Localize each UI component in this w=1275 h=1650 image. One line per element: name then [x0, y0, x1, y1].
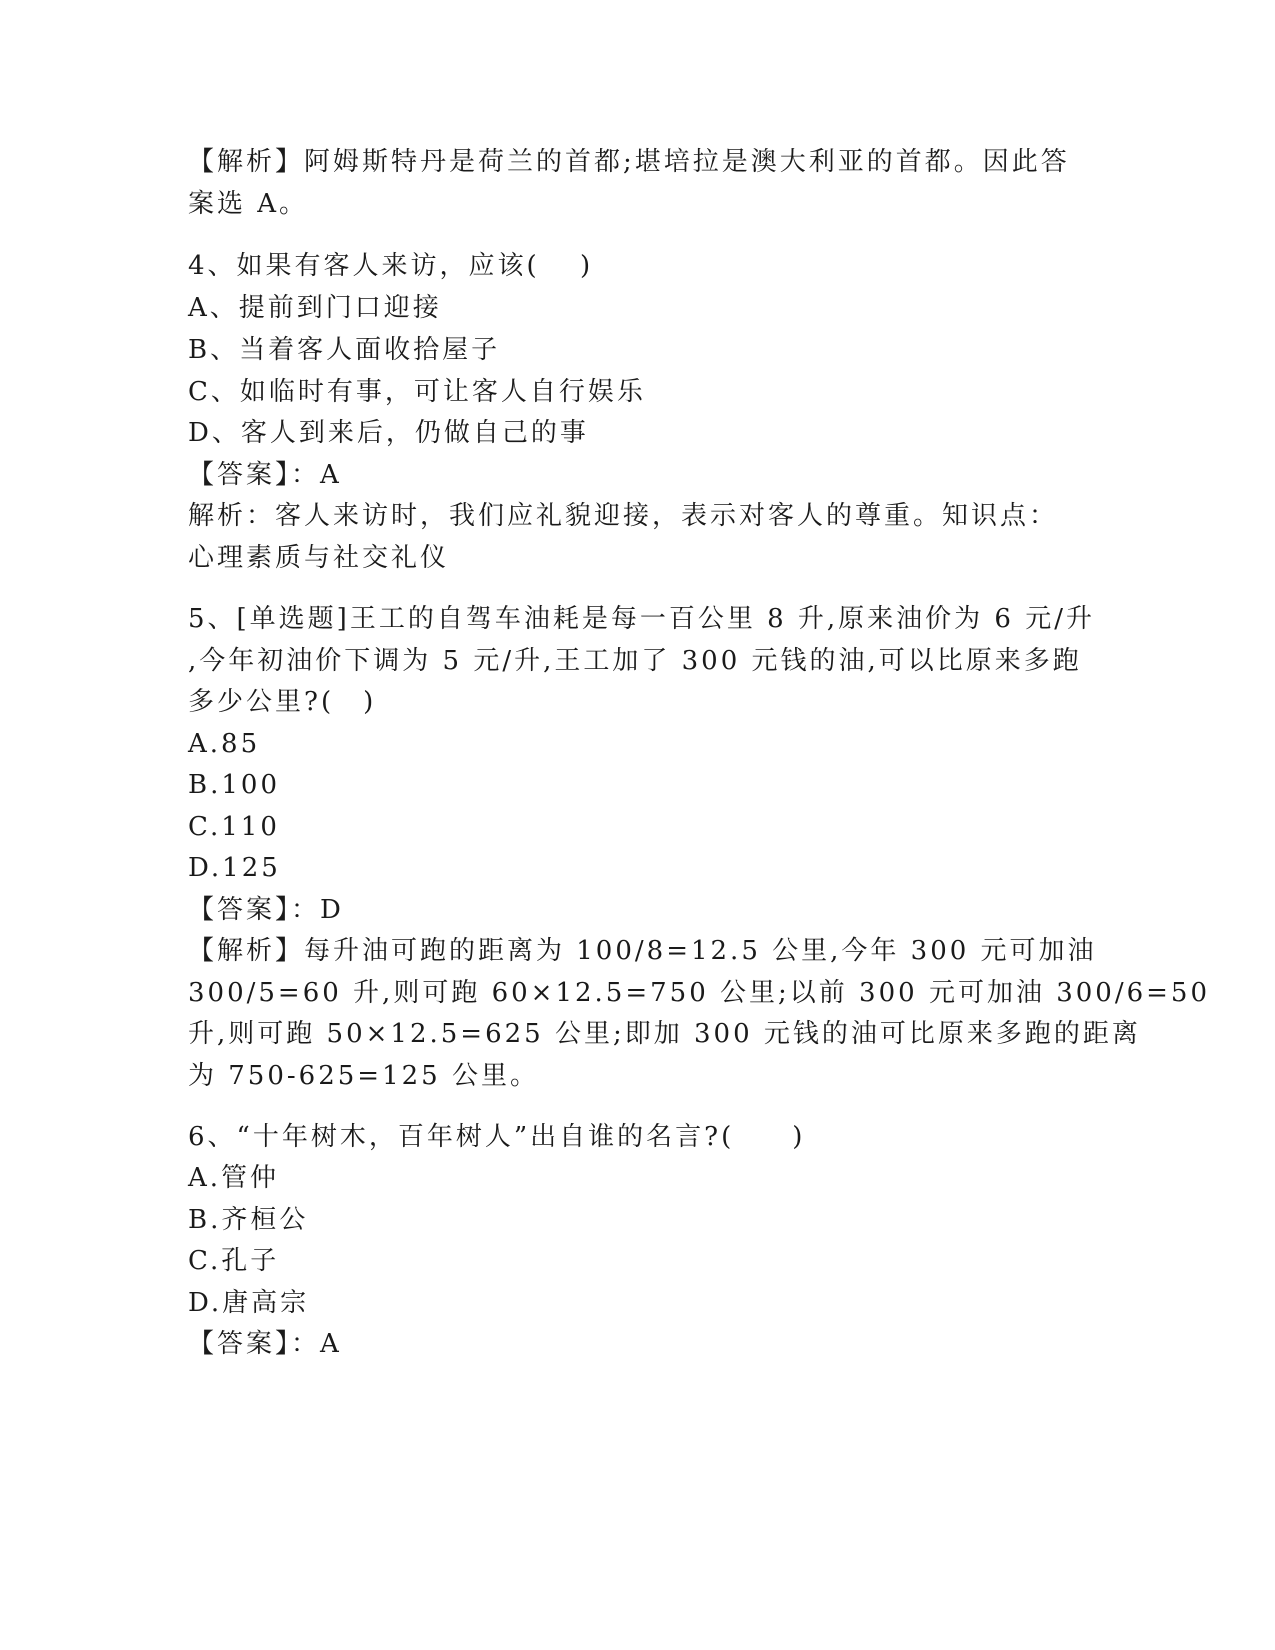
q6-option-c: C.孔子: [188, 1246, 280, 1276]
q4-analysis-line-2: 心理素质与社交礼仪: [188, 543, 450, 573]
q6-option-a: A.管仲: [188, 1163, 280, 1193]
q6-question: 6、“十年树木，百年树人”出自谁的名言?( ): [188, 1122, 806, 1152]
q5-question-line-1: 5、[单选题]王工的自驾车油耗是每一百公里 8 升,原来油价为 6 元/升: [188, 604, 1095, 634]
q5-analysis-line-4: 为 750-625=125 公里。: [188, 1061, 539, 1091]
q5-question-line-2: ,今年初油价下调为 5 元/升,王工加了 300 元钱的油,可以比原来多跑: [188, 646, 1082, 676]
q4-analysis-line-1: 解析：客人来访时，我们应礼貌迎接，表示对客人的尊重。知识点：: [188, 501, 1059, 531]
q3-analysis-line-2: 案选 A。: [188, 189, 309, 219]
q4-option-c: C、如临时有事，可让客人自行娱乐: [188, 377, 646, 407]
q5-answer: 【答案】：D: [188, 895, 344, 925]
q6-option-b: B.齐桓公: [188, 1205, 309, 1235]
q4-question: 4、如果有客人来访，应该( ): [188, 251, 594, 281]
q6-answer: 【答案】：A: [188, 1329, 342, 1359]
q5-analysis-line-1: 【解析】每升油可跑的距离为 100/8=12.5 公里,今年 300 元可加油: [188, 936, 1097, 966]
q6-option-d: D.唐高宗: [188, 1288, 310, 1318]
q5-option-a: A.85: [188, 729, 261, 759]
q4-option-a: A、提前到门口迎接: [188, 293, 442, 323]
q5-analysis-line-2: 300/5=60 升,则可跑 60×12.5=750 公里;以前 300 元可加油 300/6=50: [188, 978, 1211, 1008]
q3-analysis-line-1: 【解析】阿姆斯特丹是荷兰的首都;堪培拉是澳大利亚的首都。因此答: [188, 147, 1070, 177]
q5-question-line-3: 多少公里?( ): [188, 687, 377, 717]
q5-option-b: B.100: [188, 770, 280, 800]
q4-option-d: D、客人到来后，仍做自己的事: [188, 418, 589, 448]
q5-option-d: D.125: [188, 853, 281, 883]
q5-analysis-line-3: 升,则可跑 50×12.5=625 公里;即加 300 元钱的油可比原来多跑的距离: [188, 1019, 1141, 1049]
q5-option-c: C.110: [188, 812, 280, 842]
q4-option-b: B、当着客人面收拾屋子: [188, 335, 501, 365]
q4-answer: 【答案】：A: [188, 460, 342, 490]
